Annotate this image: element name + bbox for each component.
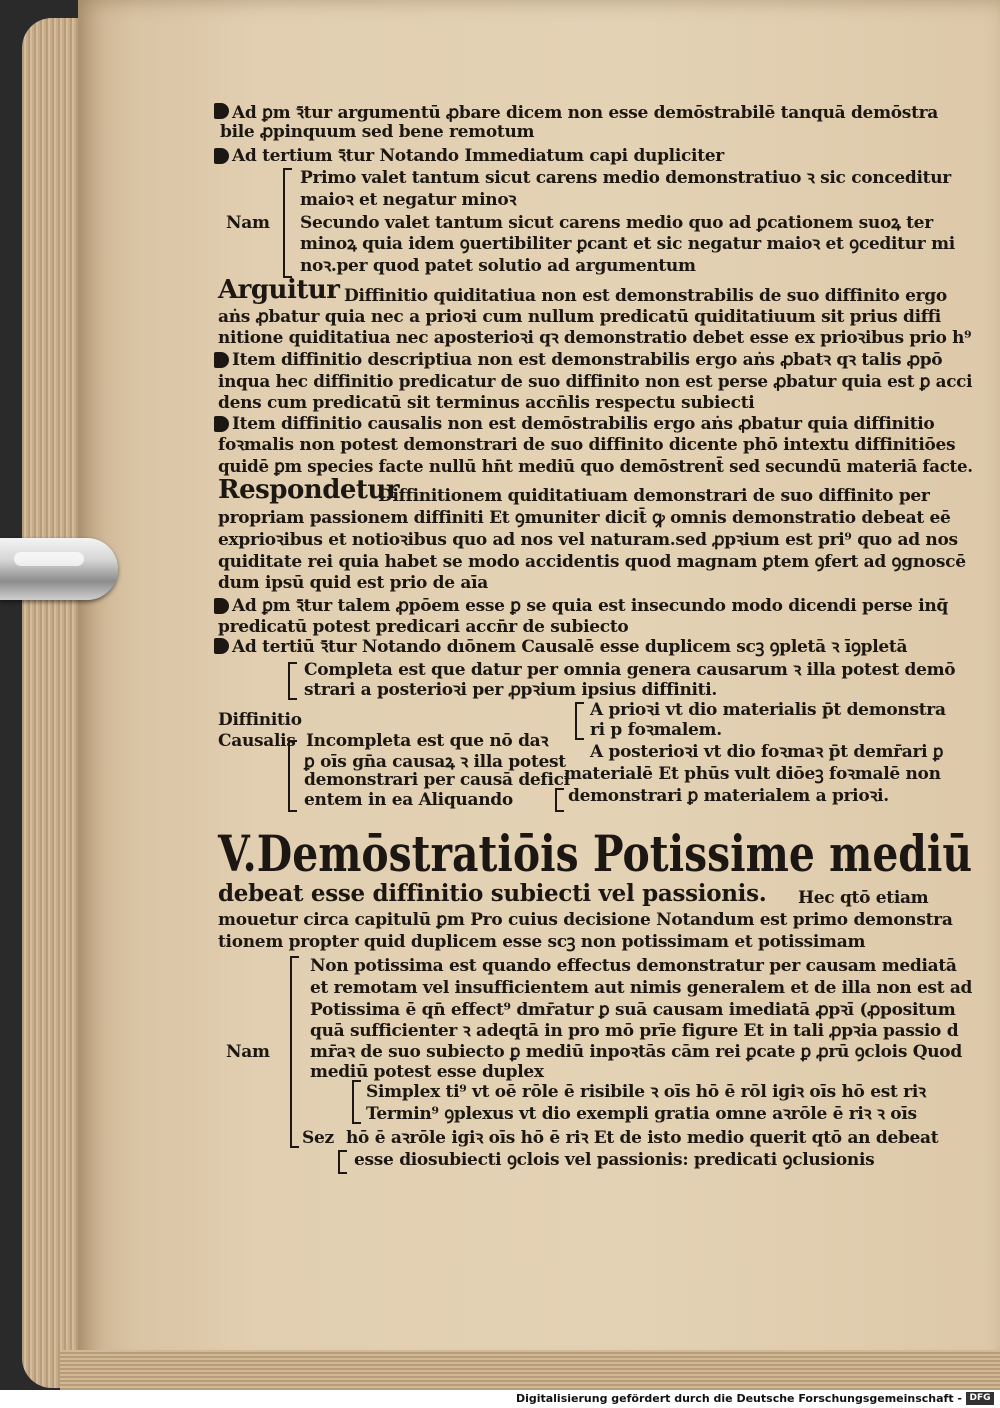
page-bottom-edges xyxy=(60,1350,1000,1390)
text-line: demonstrari ꝑ materialem a prioꝛi. xyxy=(568,786,889,806)
text-line: Nam xyxy=(226,1042,270,1062)
text-line: mediū potest esse duplex xyxy=(310,1062,544,1082)
bracket xyxy=(288,662,297,700)
text-line: demonstrari per causā defici xyxy=(304,770,570,790)
footer-bar xyxy=(0,1390,1000,1408)
text-line: aṅs ꝓbatur quia nec a prioꝛi cum nullum predicatū quiditatiuum sit prius diffi xyxy=(218,307,941,327)
chapter-subheading: debeat esse diffinitio subiecti vel passionis. xyxy=(218,880,767,907)
dfg-logo-icon: DFG xyxy=(966,1392,994,1405)
text-line: mr̄aꝛ de suo subiecto ꝑ mediū inpoꝛtās cām rei ꝑcate ꝑ ꝓrū ꝯclois Quod xyxy=(310,1042,962,1062)
text-line: Ad ꝑm ꝛ̄tur argumentū ꝓbare dicem non esse demōstrabilē tanquā demōstra xyxy=(232,103,938,123)
text-line: Ad tertium ꝛ̄tur Notando Immediatum capi dupliciter xyxy=(232,146,724,166)
text-line: maioꝛ et negatur minoꝛ xyxy=(300,190,517,210)
text-line: Item diffinitio causalis non est demōstrabilis ergo aṅs ꝓbatur quia diffinitio xyxy=(232,414,935,434)
funding-credit: Digitalisierung gefördert durch die Deutsche Forschungsgemeinschaft - xyxy=(515,1392,962,1405)
text-line: Nam xyxy=(226,213,270,233)
text-line: minoꝝ quia idem ꝯuertibiliter ꝑcant et sic negatur maioꝛ et ꝯceditur mi xyxy=(300,234,955,254)
text-line: ꝑ oīs gn̄a causaꝝ ꝛ illa potest xyxy=(304,752,566,772)
section-heading: Arguitur xyxy=(218,275,340,305)
text-line: Diffinitionem quiditatiuam demonstrari de suo diffinito per xyxy=(378,486,930,506)
text-line: quidē ꝑm species facte nullū hn̄t mediū quo demōstrent̄ sed secundū materiā facte. xyxy=(218,457,973,477)
text-line: Causalis xyxy=(218,731,296,751)
section-heading: Respondetur xyxy=(218,475,400,505)
text-line: dens cum predicatū sit terminus accn̄lis respectu subiecti xyxy=(218,393,755,413)
text-line: Hec qtō etiam xyxy=(798,888,929,908)
text-line: Diffinitio xyxy=(218,710,302,730)
text-line: hō ē aꝛrōle igiꝛ oīs hō ē riꝛ Et de isto medio querit qtō an debeat xyxy=(346,1128,939,1148)
bracket xyxy=(283,168,292,278)
page-clamp xyxy=(0,538,118,600)
text-line: Termin⁹ ꝯplexus vt dio exempli gratia omne aꝛrōle ē riꝛ ꝛ oīs xyxy=(366,1104,917,1124)
text-line: foꝛmalis non potest demonstrari de suo diffinito dicente phō intextu diffinitiōes xyxy=(218,435,956,455)
text-line: esse diosubiecti ꝯclois vel passionis: predicati ꝯclusionis xyxy=(354,1150,875,1170)
text-line: Primo valet tantum sicut carens medio demonstratiuo ꝛ sic conceditur xyxy=(300,168,951,188)
text-line: nitione quiditatiua nec aposterioꝛi qꝛ demonstratio debet esse ex prioꝛibus prio h⁹ xyxy=(218,328,972,348)
page-clamp-highlight xyxy=(14,552,84,566)
chapter-heading: V.Demōstratiōis Potissime mediū xyxy=(218,824,973,883)
bracket xyxy=(290,956,299,1148)
text-line: Diffinitio quiditatiua non est demonstrabilis de suo diffinito ergo xyxy=(344,286,947,306)
text-line: predicatū potest predicari accn̄r de subiecto xyxy=(218,617,629,637)
text-line: tionem propter quid duplicem esse scꝫ non potissimam et potissimam xyxy=(218,932,866,952)
text-line: quiditate rei quia habet se modo accidentis quod magnam ꝑtem ꝯfert ad ꝯgnoscē xyxy=(218,552,966,572)
text-line: Non potissima est quando effectus demonstratur per causam mediatā xyxy=(310,956,957,976)
text-line: propriam passionem diffiniti Et ꝯmuniter dicit̄ ꝙ omnis demonstratio debeat eē xyxy=(218,508,951,528)
text-line: strari a posterioꝛi per ꝓpꝛium ipsius diffiniti. xyxy=(304,680,717,700)
text-line: dum ipsū quid est prio de aīa xyxy=(218,573,488,593)
text-line: ri p foꝛmalem. xyxy=(590,720,722,740)
bracket xyxy=(555,788,564,812)
bracket xyxy=(352,1080,361,1124)
text-line: et remotam vel insufficientem aut nimis generalem et de illa non est ad xyxy=(310,978,973,998)
text-line: Ad tertiū ꝛ̄tur Notando dıōnem Causalē esse duplicem scꝫ ꝯpletā ꝛ īꝯpletā xyxy=(232,637,908,657)
text-line: Ad ꝑm ꝛ̄tur talem ꝓpōem esse ꝑ se quia est insecundo modo dicendi perse inq̄ xyxy=(232,596,948,616)
text-line: Simplex ti⁹ vt oē rōle ē risibile ꝛ oīs hō ē rōl igiꝛ oīs hō est riꝛ xyxy=(366,1082,926,1102)
text-line: inqua hec diffinitio predicatur de suo diffinito non est perse ꝓbatur quia est ꝑ acci xyxy=(218,372,973,392)
text-line: Secundo valet tantum sicut carens medio quo ad ꝑcationem suoꝝ ter xyxy=(300,213,933,233)
text-line: A posterioꝛi vt dio foꝛmaꝛ p̄t demr̄ari ꝑ xyxy=(590,742,944,762)
text-line: A prioꝛi vt dio materialis p̄t demonstra xyxy=(590,700,946,720)
text-line: noꝛ.per quod patet solutio ad argumentum xyxy=(300,256,696,276)
bracket xyxy=(338,1150,347,1174)
text-line: bile ꝓpinquum sed bene remotum xyxy=(220,122,535,142)
text-line: entem in ea Aliquando xyxy=(304,790,513,810)
text-line: mouetur circa capitulū ꝑm Pro cuius decisione Notandum est primo demonstra xyxy=(218,910,953,930)
text-line: Completa est que datur per omnia genera causarum ꝛ illa potest demō xyxy=(304,660,956,680)
text-line: Sez xyxy=(302,1128,334,1148)
text-line: Item diffinitio descriptiua non est demonstrabilis ergo aṅs ꝓbatꝛ qꝛ talis ꝓpō xyxy=(232,350,943,370)
text-line: quā sufficienter ꝛ adeqtā in pro mō prīe figure Et in tali ꝓpꝛia passio d xyxy=(310,1021,959,1041)
text-line: Incompleta est que nō daꝛ xyxy=(306,731,549,751)
text-line: materialē Et phūs vult diōeꝫ foꝛmalē non xyxy=(564,764,941,784)
text-line: Potissima ē qn̄ effect⁹ dmr̄atur ꝑ suā causam imediatā ꝓpꝛī (ꝓpositum xyxy=(310,1000,956,1020)
text-line: exprioꝛibus et notioꝛibus quo ad nos vel naturam.sed ꝓpꝛium est pri⁹ quo ad nos xyxy=(218,530,958,550)
bracket xyxy=(575,702,584,740)
